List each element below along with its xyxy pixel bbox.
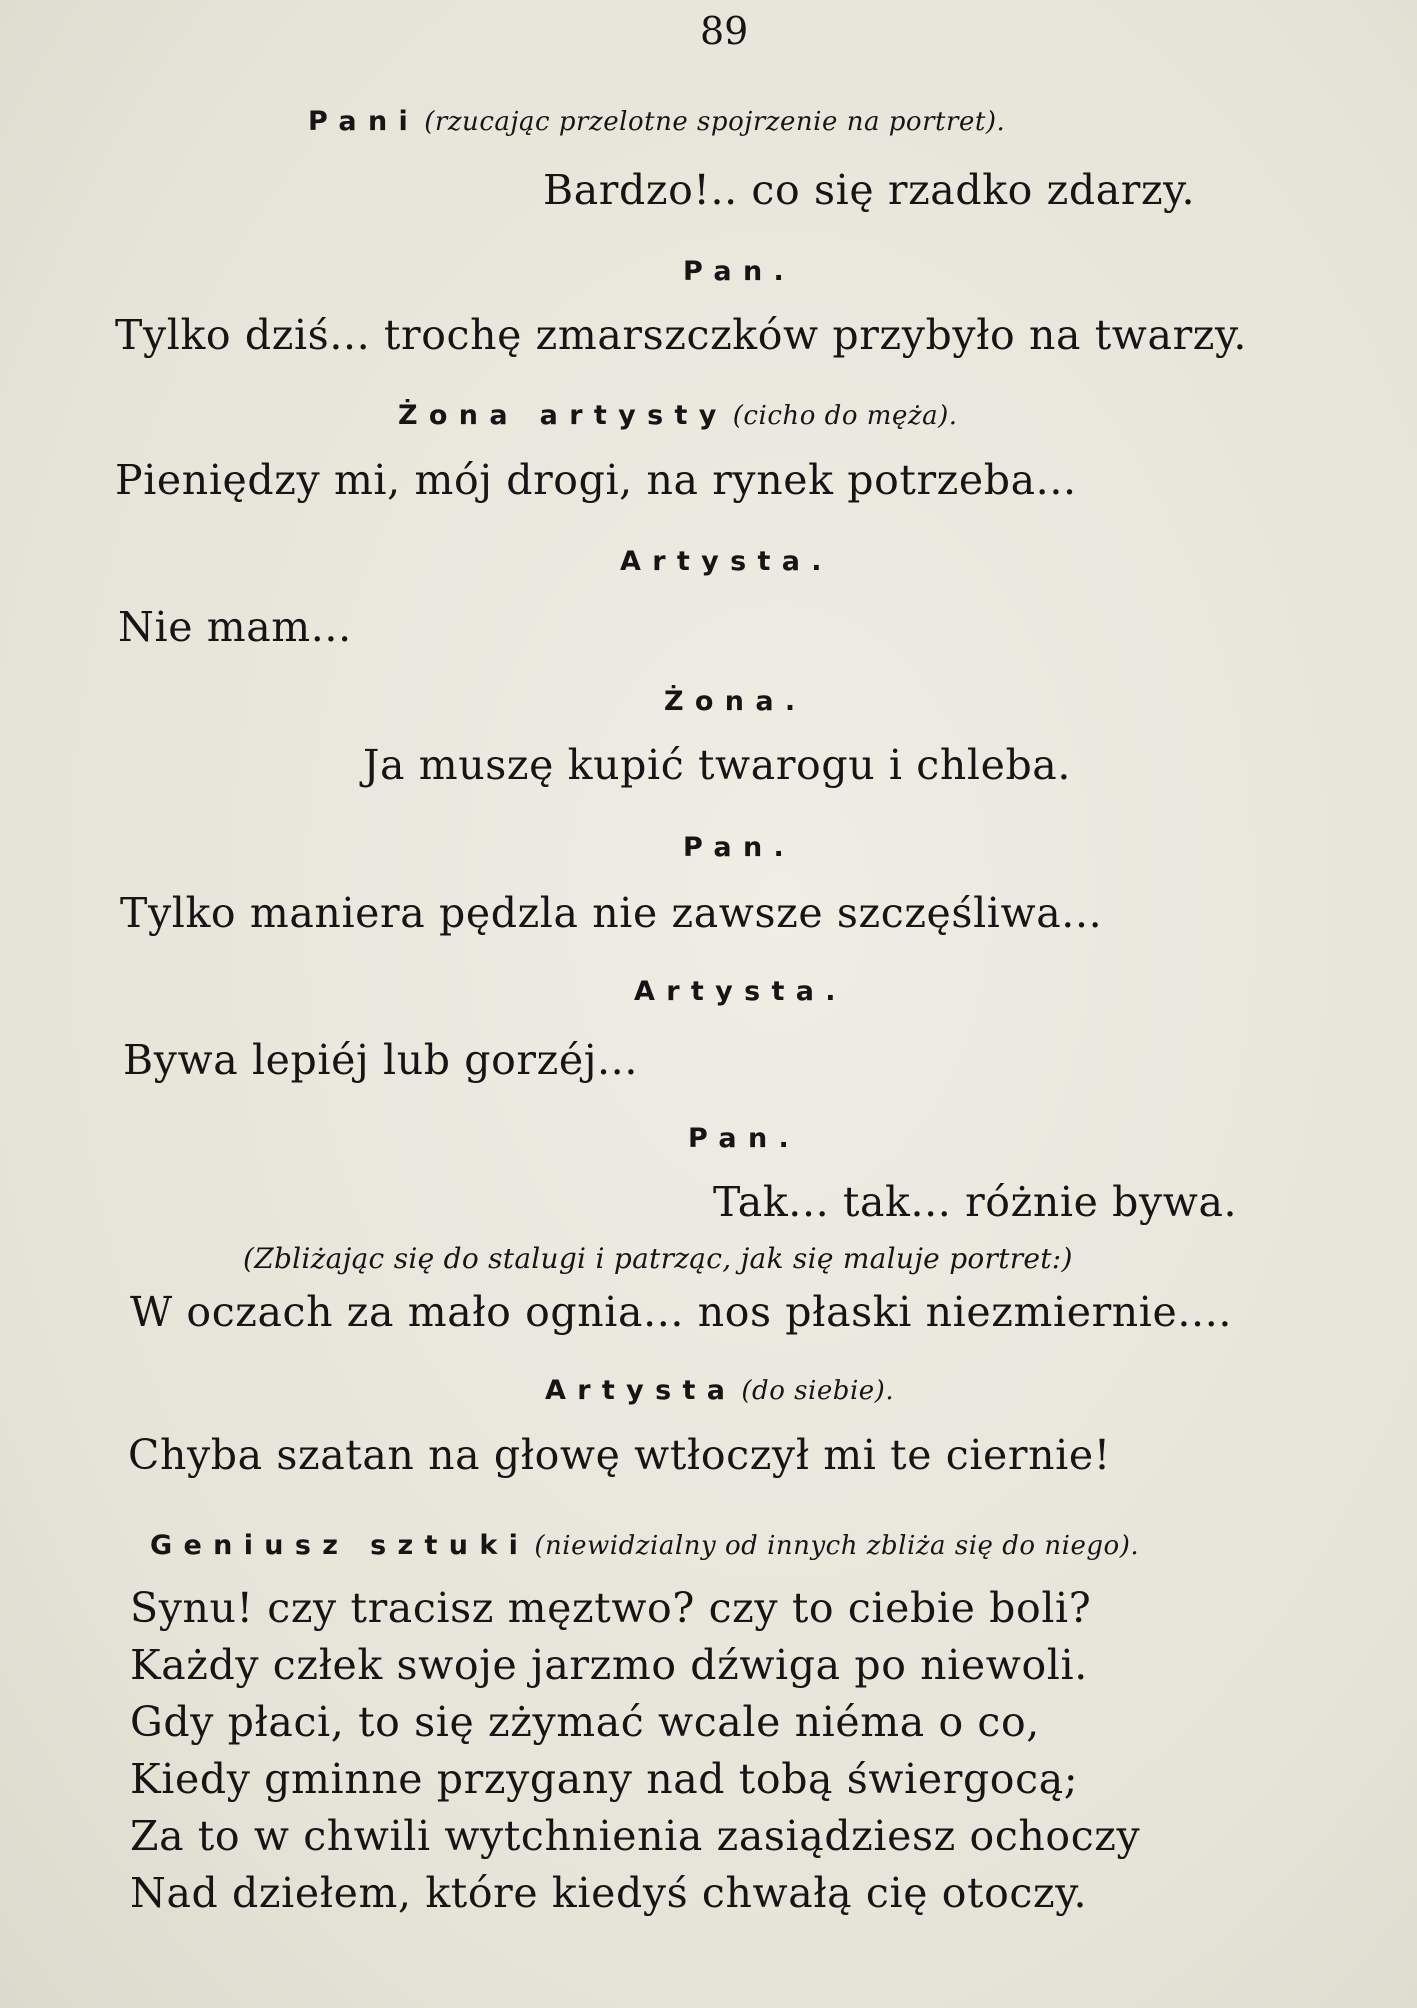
speaker-name: Artysta. bbox=[620, 546, 833, 577]
stage-direction: (Zbliżając się do stalugi i patrząc, jak się maluje portret:) bbox=[243, 1242, 1073, 1275]
stage-direction: (rzucając przelotne spojrzenie na portret). bbox=[424, 107, 1006, 137]
page-number: 89 bbox=[700, 9, 749, 53]
speaker-heading bbox=[545, 1377, 894, 1404]
speaker-name: Artysta bbox=[545, 1375, 737, 1406]
verse-line: Gdy płaci, to się zżymać wcale niéma o co, bbox=[130, 1698, 1040, 1746]
speaker-name: Pan. bbox=[683, 256, 796, 287]
verse-line: Tylko maniera pędzla nie zawsze szczęśliwa... bbox=[120, 889, 1103, 937]
speaker-heading bbox=[150, 1532, 1139, 1559]
speaker-name: Pani bbox=[308, 106, 420, 137]
verse-line: Synu! czy tracisz męztwo? czy to ciebie boli? bbox=[130, 1584, 1092, 1632]
stage-direction: (niewidzialny od innych zbliża się do niego). bbox=[534, 1531, 1140, 1561]
speaker-name: Geniusz sztuki bbox=[150, 1530, 530, 1561]
verse-line: Za to w chwili wytchnienia zasiądziesz ochoczy bbox=[130, 1812, 1141, 1860]
verse-line: Tak... tak... różnie bywa. bbox=[713, 1178, 1238, 1226]
speaker-name: Pan. bbox=[683, 832, 796, 863]
stage-direction: (do siebie). bbox=[741, 1376, 895, 1406]
verse-line: Bywa lepiéj lub gorzéj... bbox=[123, 1036, 638, 1084]
verse-line: Ja muszę kupić twarogu i chleba. bbox=[363, 741, 1072, 789]
verse-line: Nad dziełem, które kiedyś chwałą cię otoczy. bbox=[130, 1869, 1088, 1917]
speaker-name: Pan. bbox=[688, 1123, 801, 1154]
stage-direction: (cicho do męża). bbox=[732, 401, 958, 431]
verse-line: Tylko dziś... trochę zmarszczków przybyło na twarzy. bbox=[115, 311, 1247, 359]
verse-line: Nie mam... bbox=[118, 603, 352, 651]
speaker-heading bbox=[398, 402, 958, 429]
verse-line: Kiedy gminne przygany nad tobą świergocą; bbox=[130, 1755, 1079, 1803]
speaker-heading bbox=[308, 108, 1005, 135]
speaker-name: Artysta. bbox=[634, 976, 847, 1007]
verse-line: Chyba szatan na głowę wtłoczył mi te ciernie! bbox=[128, 1431, 1111, 1479]
speaker-name: Żona. bbox=[664, 686, 807, 717]
speaker-name: Żona artysty bbox=[398, 400, 728, 431]
verse-line: W oczach za mało ognia... nos płaski niezmiernie.... bbox=[130, 1288, 1233, 1336]
verse-line: Bardzo!.. co się rzadko zdarzy. bbox=[543, 166, 1196, 214]
verse-line: Każdy człek swoje jarzmo dźwiga po niewoli. bbox=[130, 1641, 1088, 1689]
verse-line: Pieniędzy mi, mój drogi, na rynek potrzeba... bbox=[115, 456, 1077, 504]
